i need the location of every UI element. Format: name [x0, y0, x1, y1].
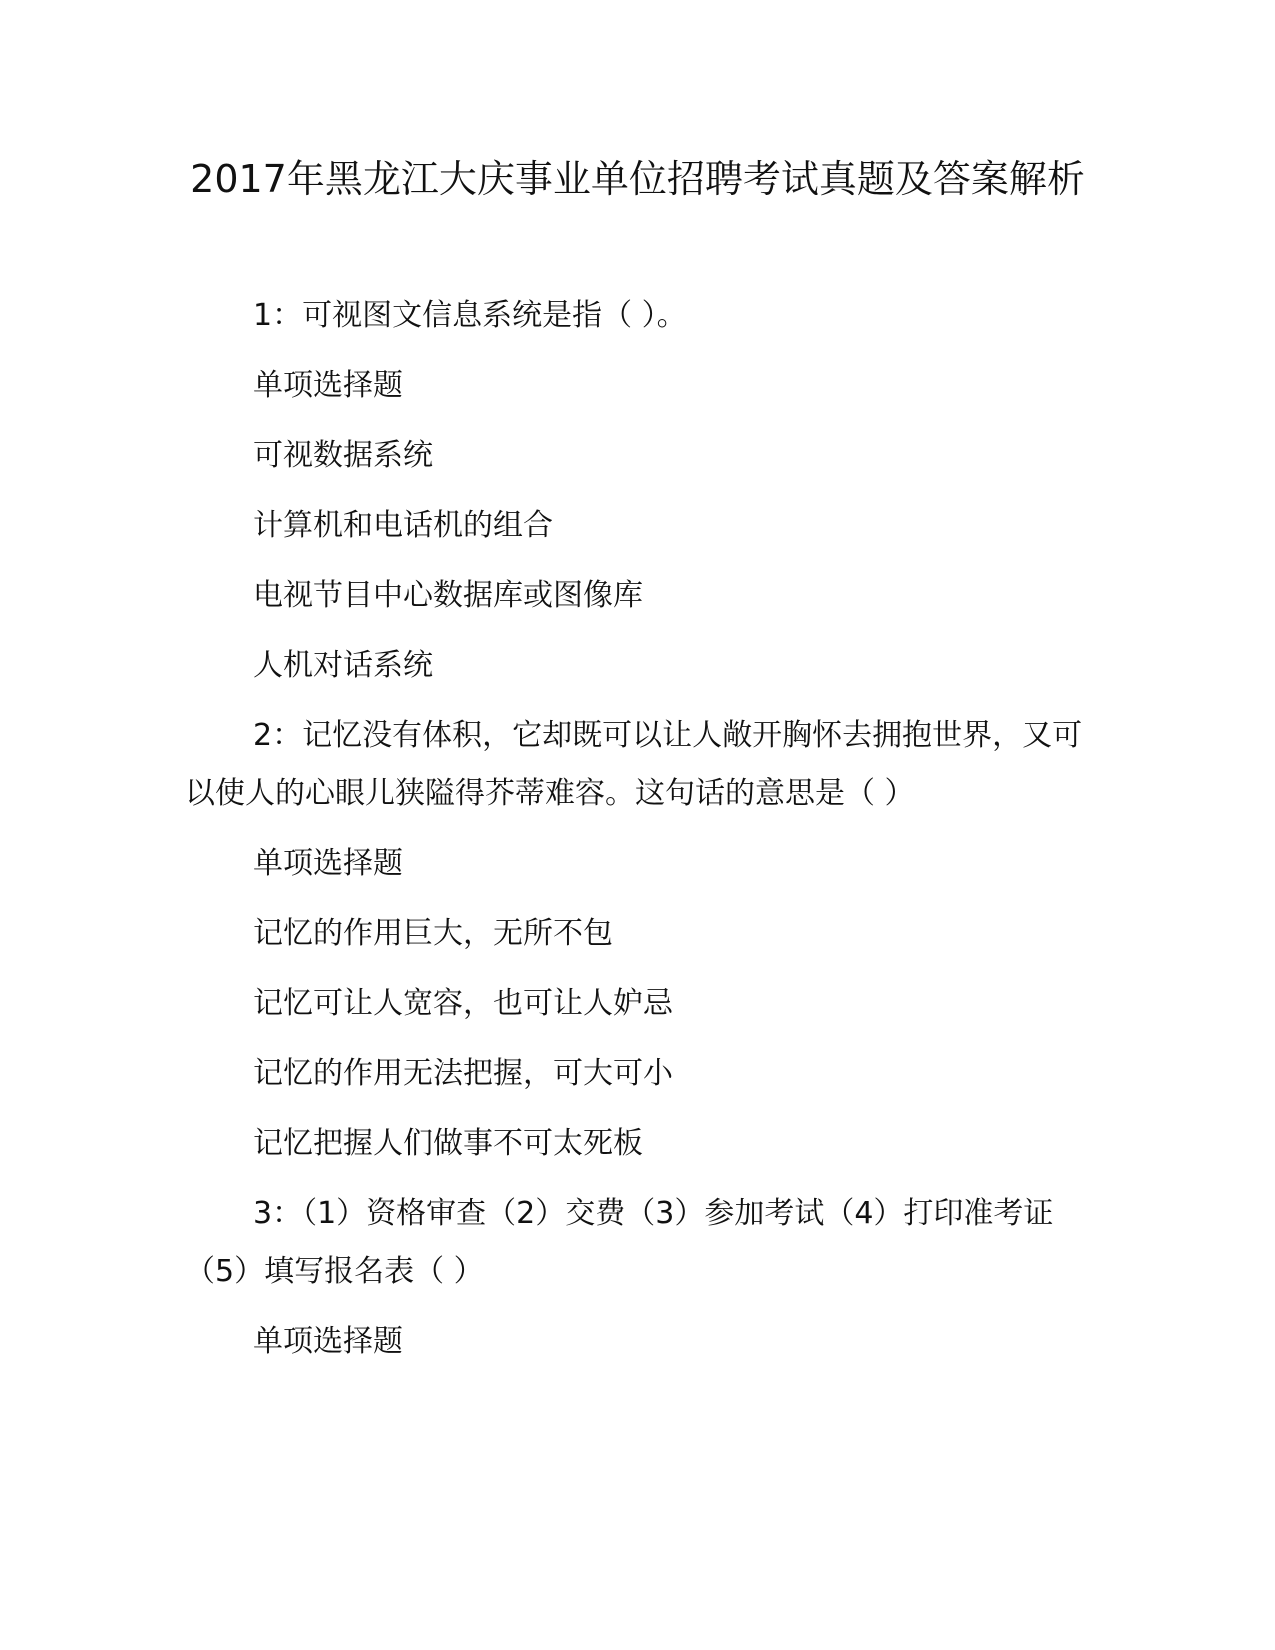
question-1-option-b: 计算机和电话机的组合	[253, 508, 553, 543]
question-3-type: 单项选择题	[253, 1324, 403, 1359]
document-body	[185, 287, 1085, 1383]
document-title: 2017年黑龙江大庆事业单位招聘考试真题及答案解析	[190, 157, 1085, 201]
question-1-option-c: 电视节目中心数据库或图像库	[253, 578, 643, 613]
question-2-option-a: 记忆的作用巨大，无所不包	[253, 916, 613, 951]
question-2-option-b: 记忆可让人宽容，也可让人妒忌	[253, 986, 673, 1021]
question-2-type: 单项选择题	[253, 846, 403, 881]
question-2-stem: 2：记忆没有体积，它却既可以让人敞开胸怀去拥抱世界，又可以使人的心眼儿狭隘得芥蒂难容。这句话的意思是（ ）	[185, 718, 1083, 811]
question-1-option-a: 可视数据系统	[253, 438, 433, 473]
question-3-stem: 3：（1）资格审查（2）交费（3）参加考试（4）打印准考证（5）填写报名表（ ）	[185, 1196, 1054, 1289]
question-1-option-d: 人机对话系统	[253, 648, 433, 683]
question-2-option-c: 记忆的作用无法把握，可大可小	[253, 1056, 673, 1091]
question-1-stem: 1：可视图文信息系统是指（ ）。	[253, 298, 687, 333]
question-1-type: 单项选择题	[253, 368, 403, 403]
question-2-option-d: 记忆把握人们做事不可太死板	[253, 1126, 643, 1161]
